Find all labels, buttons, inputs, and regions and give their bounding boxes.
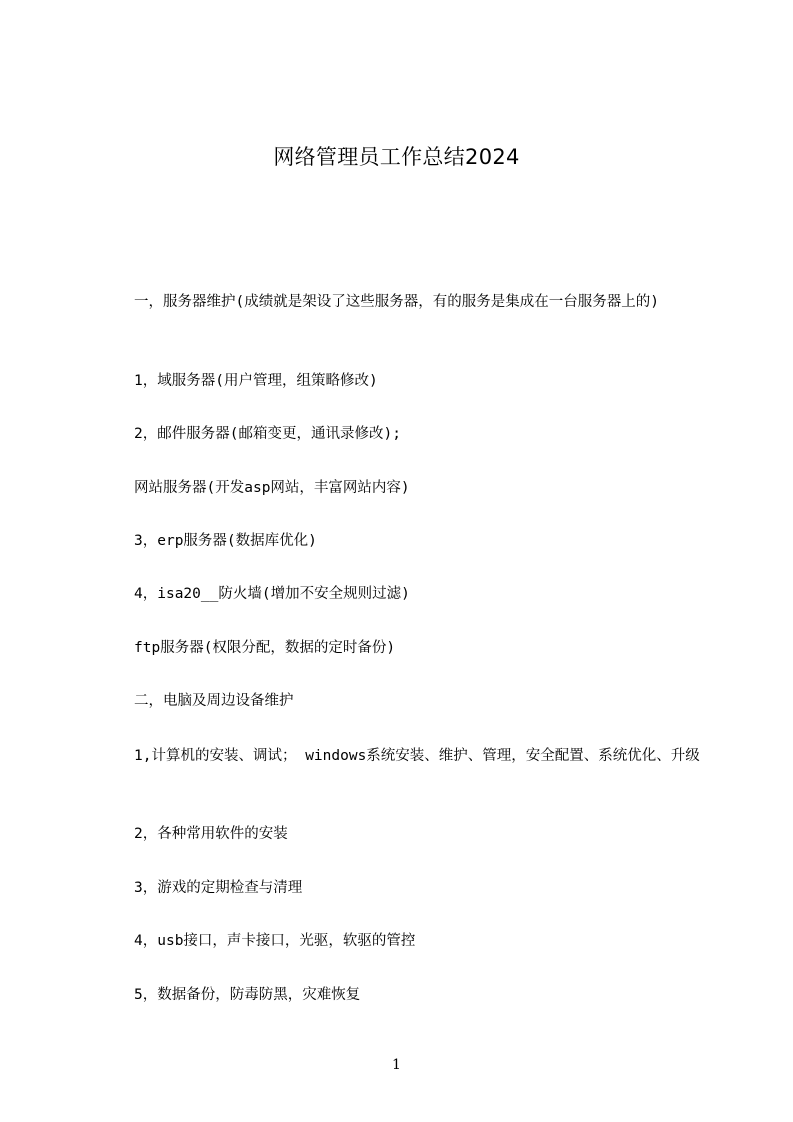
paragraph-port-control: 4，usb接口，声卡接口，光驱，软驱的管控 (134, 933, 416, 949)
document-title: 网络管理员工作总结2024 (273, 145, 520, 169)
paragraph-computer-install: 1,计算机的安装、调试； windows系统安装、维护、管理，安全配置、系统优化、升级 (134, 748, 700, 764)
paragraph-server-maintenance: 一，服务器维护(成绩就是架设了这些服务器，有的服务是集成在一台服务器上的) (134, 294, 659, 310)
paragraph-data-backup: 5，数据备份，防毒防黑，灾难恢复 (134, 987, 361, 1003)
paragraph-device-maintenance: 二，电脑及周边设备维护 (134, 693, 294, 709)
paragraph-web-server: 网站服务器(开发asp网站，丰富网站内容) (134, 480, 410, 496)
paragraph-firewall: 4，isa20__防火墙(增加不安全规则过滤) (134, 586, 410, 602)
paragraph-mail-server: 2，邮件服务器(邮箱变更，通讯录修改); (134, 426, 401, 442)
paragraph-game-cleanup: 3，游戏的定期检查与清理 (134, 880, 303, 896)
page-number: 1 (392, 1057, 401, 1073)
paragraph-software-install: 2，各种常用软件的安装 (134, 826, 288, 842)
paragraph-erp-server: 3，erp服务器(数据库优化) (134, 533, 317, 549)
paragraph-ftp-server: ftp服务器(权限分配，数据的定时备份) (134, 640, 396, 656)
paragraph-domain-server: 1，域服务器(用户管理，组策略修改) (134, 373, 378, 389)
